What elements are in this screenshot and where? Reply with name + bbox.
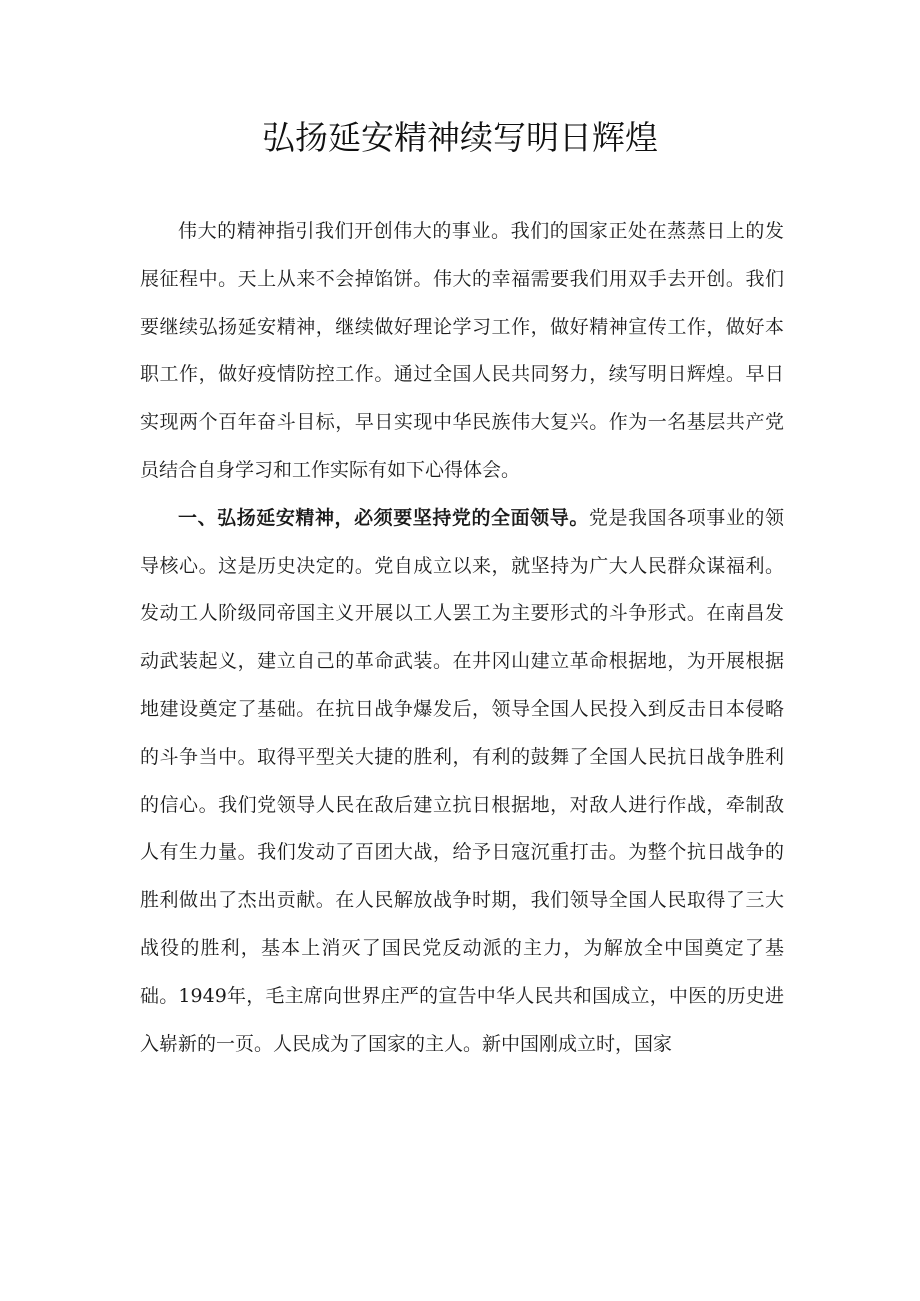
- intro-paragraph: [140, 208, 784, 495]
- intro-paragraph-text: 伟大的精神指引我们开创伟大的事业。我们的国家正处在蒸蒸日上的发展征程中。天上从来不会掉馅饼。伟大的幸福需要我们用双手去开创。我们要继续弘扬延安精神，继续做好理论学习工作，做好精神宣传工作，做好本职工作，做好疫情防控工作。通过全国人民共同努力，续写明日辉煌。早日实现两个百年奋斗目标，早日实现中华民族伟大复兴。作为一名基层共产党员结合自身学习和工作实际有如下心得体会。: [140, 220, 784, 481]
- document-title: 弘扬延安精神续写明日辉煌: [262, 118, 658, 157]
- section-one-text: 党是我国各项事业的领导核心。这是历史决定的。党自成立以来，就坚持为广大人民群众谋福利。发动工人阶级同帝国主义开展以工人罢工为主要形式的斗争形式。在南昌发动武装起义，建立自己的革命武装。在井冈山建立革命根据地，为开展根据地建设奠定了基础。在抗日战争爆发后，领导全国人民投入到反击日本侵略的斗争当中。取得平型关大捷的胜利，有利的鼓舞了全国人民抗日战争胜利的信心。我们党领导人民在敌后建立抗日根据地，对敌人进行作战，牵制敌人有生力量。我们发动了百团大战，给予日寇沉重打击。为整个抗日战争的胜利做出了杰出贡献。在人民解放战争时期，我们领导全国人民取得了三大战役的胜利，基本上消灭了国民党反动派的主力，为解放全中国奠定了基础。1949年，毛主席向世界庄严的宣告中华人民共和国成立，中医的历史进入崭新的一页。人民成为了国家的主人。新中国刚成立时，国家: [140, 506, 784, 1055]
- section-one-heading: 一、弘扬延安精神，必须要坚持党的全面领导。: [178, 506, 589, 529]
- document-body: [140, 208, 784, 1068]
- section-one-paragraph: [140, 495, 784, 1069]
